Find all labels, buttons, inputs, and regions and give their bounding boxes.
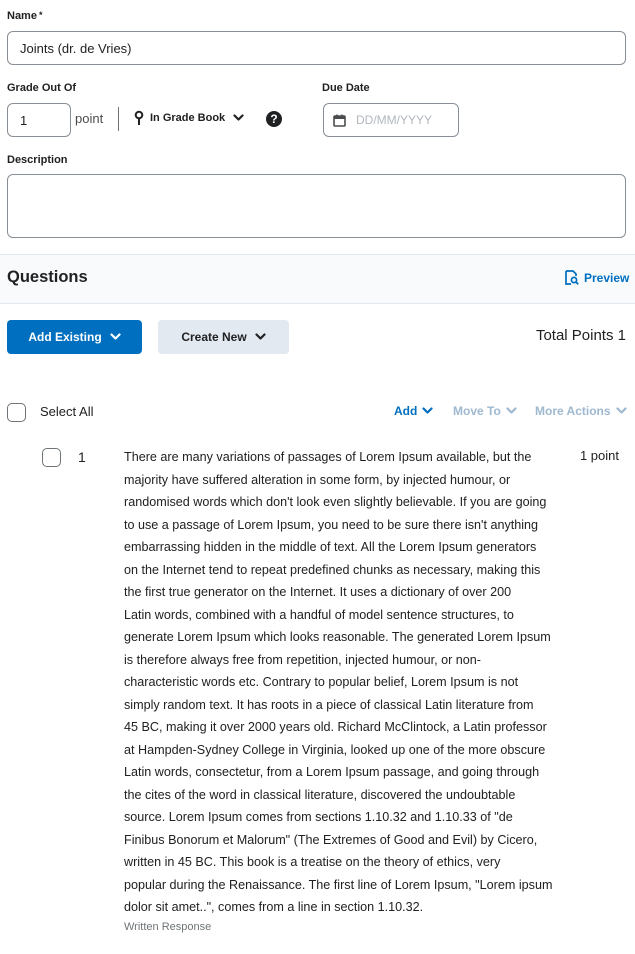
add-existing-label: Add Existing [28, 330, 102, 344]
question-text-line: on the Internet tend to repeat predefined chunks as necessary, making this [124, 562, 541, 577]
due-date-label: Due Date [322, 82, 370, 94]
question-checkbox[interactable] [42, 448, 61, 467]
question-number: 1 [78, 449, 86, 465]
total-points: Total Points 1 [535, 327, 626, 344]
question-text-line: at Hampden-Sydney College in Virginia, looked up one of the more obscure [124, 742, 546, 757]
question-text-line: the cites of the word in classical literature, discovered the undoubtable [124, 787, 516, 802]
due-date-placeholder: DD/MM/YYYY [356, 113, 433, 127]
chevron-down-icon [616, 407, 627, 415]
due-date-input[interactable] [323, 103, 459, 137]
pin-icon [134, 110, 144, 126]
question-text-line: source. Lorem Ipsum comes from sections 1.10.32 and 1.10.33 of "de [124, 810, 513, 824]
questions-header [0, 254, 635, 304]
question-text-line: There are many variations of passages of Lorem Ipsum available, but the [124, 450, 532, 464]
name-label-text: Name [7, 10, 37, 22]
select-all-label: Select All [40, 404, 94, 419]
question-text-line: generate Lorem Ipsum which looks reasonable. The generated Lorem Ipsum [124, 630, 551, 644]
help-icon[interactable]: ? [266, 111, 282, 127]
question-text-line: dolor sit amet..", comes from a line in section 1.10.32. [124, 900, 424, 914]
description-input[interactable] [7, 174, 626, 238]
question-type: Written Response [124, 921, 212, 933]
question-text-line: Finibus Bonorum et Malorum" (The Extremes of Good and Evil) by Cicero, [124, 832, 538, 847]
move-to-button[interactable] [453, 404, 517, 418]
question-points: 1 point [579, 448, 619, 463]
chevron-down-icon [422, 407, 433, 415]
question-text-line: characteristic words etc. Contrary to popular belief, Lorem Ipsum is not [124, 675, 519, 689]
gradebook-label: In Grade Book [150, 112, 226, 124]
select-all-checkbox[interactable] [7, 403, 26, 422]
question-text-line: the first true generator on the Internet. It uses a dictionary of over 200 [124, 585, 512, 599]
question-text-line: 45 BC, making it over 2000 years old. Richard McClintock, a Latin professor [124, 720, 547, 734]
divider [118, 107, 119, 131]
more-actions-button[interactable] [535, 404, 627, 418]
name-input-value: Joints (dr. de Vries) [20, 40, 132, 56]
more-actions-label: More Actions [535, 404, 611, 418]
question-text-line: Latin words, consectetur, from a Lorem Ipsum passage, and going through [124, 765, 540, 779]
add-label: Add [394, 404, 418, 418]
move-to-label: Move To [453, 404, 501, 418]
chevron-down-icon [110, 333, 121, 341]
gradebook-dropdown[interactable] [134, 110, 244, 126]
question-text-line: embarrassing hidden in the middle of text. All the Lorem Ipsum generators [124, 540, 537, 554]
grade-label: Grade Out Of [7, 82, 77, 94]
preview-icon [565, 270, 579, 285]
name-label [7, 10, 42, 22]
question-text-line: Latin words, combined with a handful of model sentence structures, to [124, 607, 514, 622]
description-label: Description [7, 154, 68, 166]
chevron-down-icon [506, 407, 517, 415]
question-text-line: majority have suffered alteration in some form, by injected humour, or [124, 472, 511, 487]
calendar-icon [333, 114, 346, 127]
add-menu-button[interactable] [394, 404, 433, 418]
question-text[interactable] [124, 446, 574, 919]
chevron-down-icon [255, 333, 266, 341]
preview-button[interactable] [565, 270, 629, 285]
chevron-down-icon [233, 114, 244, 122]
question-text-line: is therefore always free from repetition, injected humour, or non- [124, 652, 481, 667]
question-text-line: to use a passage of Lorem Ipsum, you need to be sure there isn't anything [124, 517, 539, 532]
grade-input[interactable] [7, 103, 71, 137]
grade-input-value: 1 [20, 112, 28, 128]
question-text-line: simply random text. It has roots in a piece of classical Latin literature from [124, 697, 534, 712]
questions-title: Questions [7, 268, 88, 286]
required-mark: * [38, 10, 43, 20]
add-existing-button[interactable] [7, 320, 142, 354]
create-new-button[interactable] [158, 320, 289, 354]
grade-unit: point [75, 111, 104, 126]
question-text-line: popular during the Renaissance. The first line of Lorem Ipsum, "Lorem ipsum [124, 877, 553, 892]
name-input[interactable] [7, 31, 626, 65]
question-text-line: randomised words which don't look even slightly believable. If you are going [124, 495, 547, 509]
question-text-line: written in 45 BC. This book is a treatise on the theory of ethics, very [124, 855, 501, 869]
create-new-label: Create New [181, 330, 247, 344]
preview-label: Preview [584, 270, 630, 285]
